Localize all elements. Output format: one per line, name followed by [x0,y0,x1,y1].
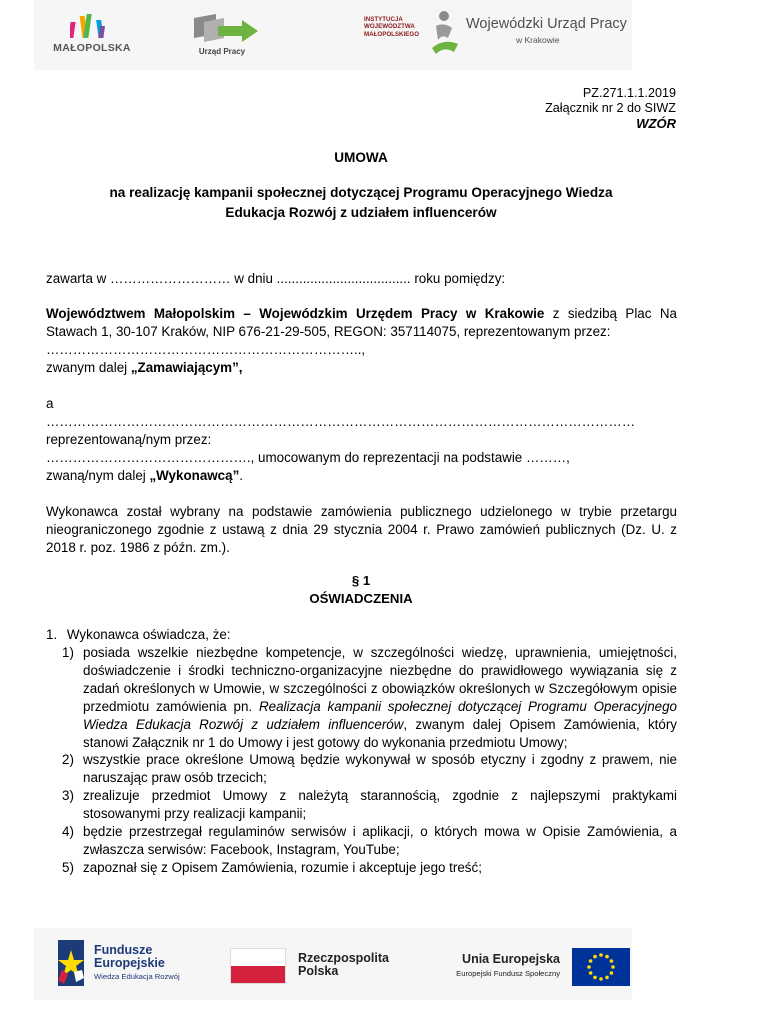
list-item-number: 3) [62,788,74,804]
rp-title-line-2: Polska [298,964,339,978]
fe-program: Wiedza Edukacja Rozwój [94,972,180,981]
list-item-text: wszystkie prace określone Umową będzie wykonywał w sposób etyczny i zgodny z prawem, nie naruszając praw osób trzecich; [83,752,677,786]
fe-title-line-1: Fundusze [94,943,153,957]
list-item [62,644,677,751]
eu-flag-icon [572,948,630,986]
urzad-pracy-wordmark: Urząd Pracy [198,47,246,56]
institution-line-3: MAŁOPOLSKIEGO [364,30,420,38]
document-title: UMOWA [334,150,388,165]
list-item-number: 5) [62,859,74,875]
fe-star-icon [58,940,84,986]
section-heading [46,572,676,608]
document-subtitle [46,183,676,223]
wup-city: w Krakowie [516,35,560,45]
section-number: § 1 [351,573,371,588]
list-item-number: 4) [62,824,74,840]
wup-name: Wojewódzki Urząd Pracy [466,16,627,32]
party2-name-dots: …………………………………………………………………………………………………………………… [46,414,636,429]
declarations-list [62,644,677,877]
poland-flag-icon [230,948,286,984]
list-item [62,823,677,859]
fe-title-line-2: Europejskie [94,956,165,970]
institution-line-2: WOJEWÓDZTWA [364,23,415,31]
declarations-intro-number: 1. [46,627,58,642]
party2-represented: reprezentowaną/nym przez: [46,432,212,447]
list-item-number: 2) [62,752,74,768]
list-item [62,787,677,823]
rzeczpospolita-logo [230,948,410,986]
list-item [62,859,677,877]
rp-title [298,952,389,978]
and-word: a [46,396,54,411]
selection-paragraph: Wykonawca został wybrany na podstawie zamówienia publicznego udzielonego w trybie przetargu nieograniczonego zgodnie z ustawą z dnia 29 stycznia 2004 r. Prawo zamówień publicznych (Dz. U. z 2018 r. poz. 1986 z późn. zm.). [46,504,677,556]
urzad-pracy-logo [184,12,264,60]
header-logo-band [34,0,632,70]
list-item-text: posiada wszelkie niezbędne kompetencje, w szczególności wiedzę, uprawnienia, umiejętności, doświadczenie i środki techniczno-organizacyjne niezbędne do prawidłowego wywiązania się z zadań określonych w Umowie, w szczególności z obowiązków określonych w Szczegółowym opisie przedmiotu zamówienia pn. [83,645,677,714]
list-item-italic: Realizacja kampanii społecznej dotyczącej Programu Operacyjnego Wiedza Edukacja Rozwój z udziałem influencerów [83,698,677,732]
concluded-line: zawarta w ……………………… w dniu .................................... roku pomiędzy: [46,271,506,286]
party1-called [46,359,243,377]
list-item-number: 1) [62,645,74,660]
wup-figure-icon [430,8,460,54]
subtitle-line-1: na realizację kampanii społecznej dotyczącej Programu Operacyjnego Wiedza [109,185,613,200]
institution-line-1: INSTYTUCJA [364,16,403,23]
ue-title: Unia Europejska [462,952,560,966]
party2-called-suffix: . [239,468,244,483]
declarations-intro-text: Wykonawca oświadcza, że: [66,627,231,642]
party1-details: z siedzibą Plac Na Stawach 1, 30-107 Kraków, NIP 676-21-29-505, REGON: 357114075, reprezentowanym przez: [46,306,677,340]
party2-called-prefix: zwaną/nym dalej [46,468,150,483]
wup-logo [430,8,640,56]
party1-paragraph [46,305,677,341]
fe-title [94,944,165,970]
ue-fund: Europejski Fundusz Społeczny [456,969,560,978]
list-item [62,751,677,787]
list-item-text: będzie przestrzegał regulaminów serwisów i aplikacji, o których mowa w Opisie Zamówienia, a zwłaszcza serwisów: Facebook, Instagram, YouTube; [83,824,677,857]
urzad-pracy-arrow-icon [190,12,260,44]
institution-label [364,16,434,38]
party1-name: Województwem Małopolskim – Wojewódzkim Urzędem Pracy w Krakowie [46,306,545,321]
subtitle-line-2: Edukacja Rozwój z udziałem influencerów [225,205,497,220]
attachment-label: Załącznik nr 2 do SIWZ [545,101,676,115]
list-item-text-after: , zwanym dalej Opisem Zamówienia, który stanowi Załącznik nr 1 do Umowy i jest gotowy do wykonania przedmiotu Umowy; [83,716,677,750]
party2-authorized: ………………………………………., umocowanym do reprezentacji na podstawie ………, [46,450,570,465]
malopolska-logo [46,10,136,58]
party1-representative-dots: …………………………………………………………….., [46,342,366,357]
party2-called-name: „Wykonawcą” [149,468,240,483]
template-label: WZÓR [636,116,676,131]
section-name: OŚWIADCZENIA [309,591,413,606]
malopolska-mark-icon [70,12,110,40]
list-item-text: zrealizuje przedmiot Umowy z należytą starannością, zgodnie z najlepszymi praktykami stosowanymi przy realizacji kampanii; [83,788,677,822]
reference-number: PZ.271.1.1.2019 [582,86,676,100]
rp-title-line-1: Rzeczpospolita [298,951,389,965]
list-item-text: zapoznał się z Opisem Zamówienia, rozumie i akceptuje jego treść; [83,859,482,875]
party1-called-prefix: zwanym dalej [46,360,131,375]
malopolska-wordmark: MAŁOPOLSKA [53,42,131,54]
footer-logo-band [34,928,632,1000]
party1-called-name: „Zamawiającym”, [130,360,243,375]
declarations-intro [46,626,231,644]
fundusze-europejskie-logo [58,940,228,986]
unia-europejska-logo [430,948,630,986]
party2-called [46,467,243,485]
